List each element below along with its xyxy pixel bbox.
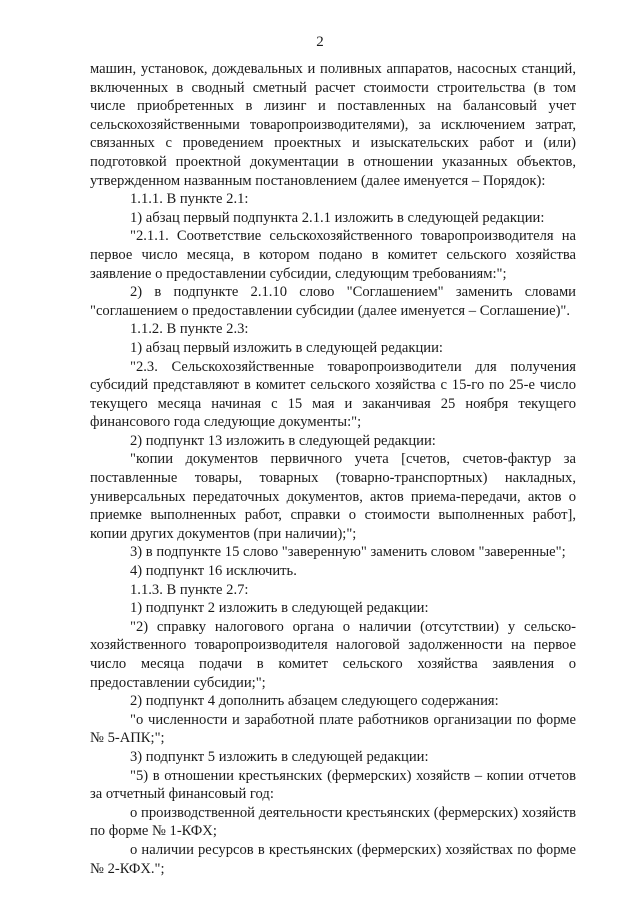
document-paragraph: 1.1.3. В пункте 2.7:: [130, 581, 249, 598]
document-paragraph: 2) в подпункте 2.1.10 слово "Соглашением" заменить словами "соглашением о предоставлении субсидии (далее именуется – Соглашение)".: [90, 284, 576, 319]
document-paragraph: 1) подпункт 2 изложить в следующей редакции:: [130, 600, 429, 617]
page-number: 2: [316, 34, 324, 50]
document-paragraph: 1) абзац первый подпункта 2.1.1 изложить в следующей редакции:: [130, 209, 545, 226]
document-paragraph: "5) в отношении крестьянских (фермерских) хозяйств – копии отчетов за отчетный финансовый год:: [90, 767, 576, 803]
document-paragraph: 1) абзац первый изложить в следующей редакции:: [130, 339, 443, 356]
document-paragraph: 3) подпункт 5 изложить в следующей редакции:: [130, 748, 429, 765]
document-paragraph: 1.1.1. В пункте 2.1:: [130, 191, 249, 208]
document-paragraph: "о численности и заработной плате работников организации по форме № 5-АПК;";: [90, 711, 576, 747]
document-paragraph: 4) подпункт 16 исключить.: [130, 563, 297, 580]
document-paragraph: 2) подпункт 13 изложить в следующей редакции:: [130, 432, 436, 449]
document-paragraph: "копии документов первичного учета [счетов, счетов-фактур за поставленные товары, товарных (товарно-транспортных) накладных, универсальных передаточных документов, актов приема-передачи, актов о приемке выполненных работ, справки о стоимости выполненных работ], копии других документов (при наличии);";: [90, 451, 576, 542]
document-paragraph: о производственной деятельности крестьянских (фермерских) хозяйств по форме № 1-КФХ;: [90, 804, 576, 840]
document-body: [90, 60, 576, 878]
document-paragraph: машин, установок, дождевальных и поливных аппаратов, насосных станций, включенных в сводный сметный расчет стоимости строительства (в том числе приобретенных в лизинг и поставленных на балансовый учет сельскохозяйственными товаропроизводителями), за исключением затрат, связанных с проведением проектных и изыскательских работ и (или) подготовкой проектной документации в отношении указанных объектов, утвержденном названным постановлением (далее именуется – Порядок):: [90, 61, 576, 189]
document-paragraph: "2.3. Сельскохозяйственные товаропроизводители для получения субсидий представляют в комитет сельского хозяйства с 15-го по 25-е число текущего месяца начиная с 15 мая и заканчивая 25 ноября текущего финансового года следующие документы:";: [90, 358, 576, 431]
document-paragraph: о наличии ресурсов в крестьянских (фермерских) хозяйствах по форме № 2-КФХ.";: [90, 841, 576, 877]
document-paragraph: "2) справку налогового органа о наличии (отсутствии) у сельско-хозяйственного товаропроизводителя налоговой задолженности на первое число месяца подачи в комитет сельского хозяйства заявления о предоставлении субсидии;";: [90, 618, 576, 691]
document-paragraph: 1.1.2. В пункте 2.3:: [130, 321, 249, 338]
document-paragraph: 3) в подпункте 15 слово "заверенную" заменить словом "заверенные";: [130, 544, 566, 561]
document-paragraph: "2.1.1. Соответствие сельскохозяйственного товаропроизводителя на первое число месяца, в котором подано в комитет сельского хозяйства заявление о предоставлении субсидии, следующим требованиям:";: [90, 228, 576, 282]
document-paragraph: 2) подпункт 4 дополнить абзацем следующего содержания:: [130, 693, 499, 710]
